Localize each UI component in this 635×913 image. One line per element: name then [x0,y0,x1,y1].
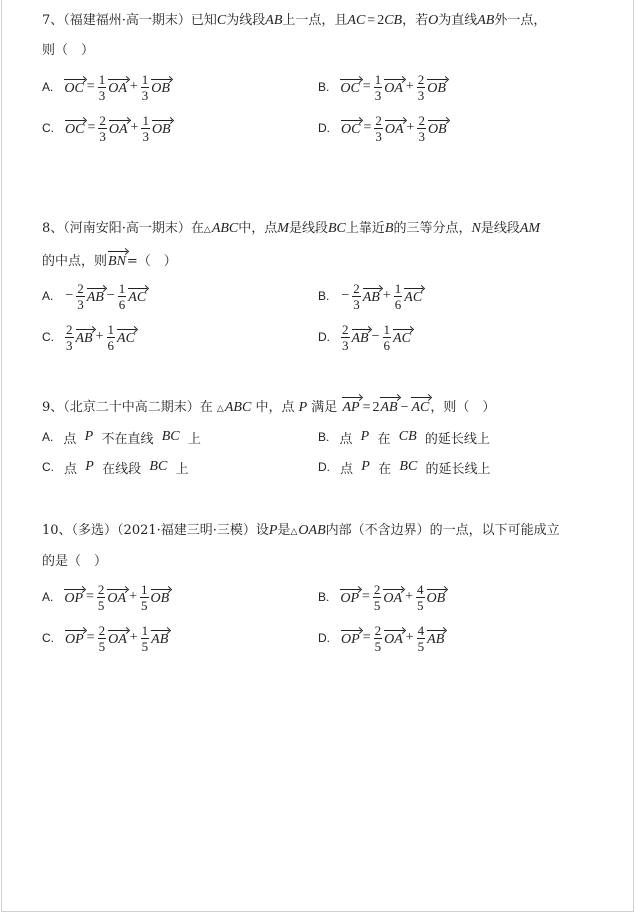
q7-option-b[interactable]: B. OC = $\frac{1}{3}$ OA + $\frac{2}{3}$ OB [318,71,446,103]
q10-stem-line1: 10、（多选）（2021·福建三明·三模）设P是△OAB内部（不含边界）的一点，以下可能成立 [42,523,560,538]
q10-option-b[interactable]: B. OP = $\frac{2}{5}$ OA + $\frac{4}{5}$ OB [318,581,446,613]
q9-option-d[interactable]: D. 点 P 在 BC 的延长线上 [318,459,491,477]
q9-option-a[interactable]: A. 点 P 不在直线 BC 上 [42,429,201,447]
q7-stem-line2: 则（ ） [42,43,95,58]
q7-option-a[interactable]: A. OC = $\frac{1}{3}$ OA + $\frac{1}{3}$ OB [42,71,170,103]
q7-option-d[interactable]: D. OC = $\frac{2}{3}$ OA + $\frac{2}{3}$ OB [318,112,447,144]
q8-option-d[interactable]: D. $\frac{2}{3}$ AB − $\frac{1}{6}$ AC [318,321,411,353]
q7-stem-line1: 7、（福建福州·高一期末）已知C为线段AB上一点，且AC = 2CB，若O为直线AB外一点， [42,13,547,28]
q8-stem-line2: 的中点，则BN=（ ） [42,250,177,271]
q7-option-c[interactable]: C. OC = $\frac{2}{3}$ OA + $\frac{1}{3}$ OB [42,112,171,144]
q7-source: 7、（福建福州·高一期末）已知 [42,13,217,28]
q9-option-c[interactable]: C. 点 P 在线段 BC 上 [42,459,189,477]
q10-option-c[interactable]: C. OP = $\frac{2}{5}$ OA + $\frac{1}{5}$ AB [42,622,169,654]
q9-option-b[interactable]: B. 点 P 在 CB 的延长线上 [318,429,490,447]
q8-option-a[interactable]: A. − $\frac{2}{3}$ AB − $\frac{1}{6}$ AC [42,280,147,312]
q10-source: 10、（多选）（2021·福建三明·三模）设 [42,523,269,538]
q8-stem-line1: 8、（河南安阳·高一期末）在△ABC中，点M是线段BC上靠近B的三等分点，N是线段AM [42,221,541,236]
q8-option-b[interactable]: B. − $\frac{2}{3}$ AB + $\frac{1}{6}$ AC [318,280,423,312]
q8-option-c[interactable]: C. $\frac{2}{3}$ AB + $\frac{1}{6}$ AC [42,321,135,353]
q10-option-a[interactable]: A. OP = $\frac{2}{5}$ OA + $\frac{1}{5}$ OB [42,581,170,613]
q9-stem-line1: 9、（北京二十中高二期末）在 △ABC 中，点 P 满足 AP = 2AB − AC，则（ ） [42,396,495,418]
q8-source: 8、（河南安阳·高一期末）在 [42,221,204,236]
q10-option-d[interactable]: D. OP = $\frac{2}{5}$ OA + $\frac{4}{5}$ AB [318,622,445,654]
q9-source: 9、（北京二十中高二期末）在 [42,400,213,415]
q10-stem-line2: 的是（ ） [42,554,108,569]
